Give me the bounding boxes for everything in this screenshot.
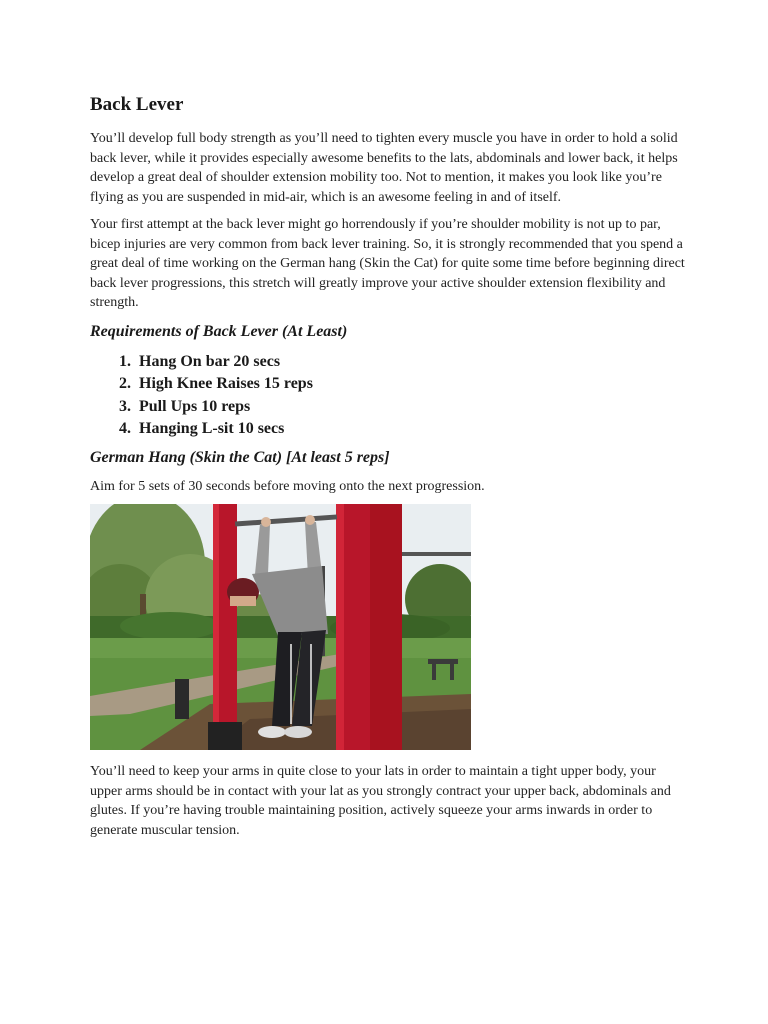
german-hang-instruction: Aim for 5 sets of 30 seconds before moving onto the next progression. [90, 478, 485, 494]
page-title: Back Lever [90, 94, 184, 115]
list-item: 3. Pull Ups 10 reps [135, 396, 690, 419]
german-hang-heading: German Hang (Skin the Cat) [At least 5 reps] [90, 448, 390, 466]
german-hang-closing: You’ll need to keep your arms in quite close to your lats in order to maintain a tight upper body, your upper arms should be in contact with your lat as you strongly contract your upper back, abdominals and glutes. If you’re having trouble maintaining position, actively squeeze your arms inwards in order to generate muscular tension. [90, 764, 671, 838]
list-item: 1. Hang On bar 20 secs [135, 351, 690, 374]
list-item: 2. High Knee Raises 15 reps [135, 373, 690, 396]
requirements-heading: Requirements of Back Lever (At Least) [90, 322, 348, 340]
requirements-list [90, 351, 690, 441]
german-hang-photo [90, 504, 471, 750]
list-item: 4. Hanging L-sit 10 secs [135, 418, 690, 441]
intro-paragraph-2: Your first attempt at the back lever might go horrendously if you’re shoulder mobility is not up to par, bicep injuries are very common from back lever training. So, it is strongly recommended that you spend a great deal of time working on the German hang (Skin the Cat) for quite some time before beginning direct back lever progressions, this stretch will greatly improve your active shoulder extension flexibility and strength. [90, 217, 685, 310]
intro-paragraph-1: You’ll develop full body strength as you’ll need to tighten every muscle you have in order to hold a solid back lever, while it provides especially awesome benefits to the lats, abdominals and lower back, it helps develop a great deal of shoulder extension mobility too. Not to mention, it makes you look like you’re flying as you are suspended in mid-air, which is an awesome feeling in and of itself. [90, 131, 678, 205]
document-page [90, 92, 690, 848]
